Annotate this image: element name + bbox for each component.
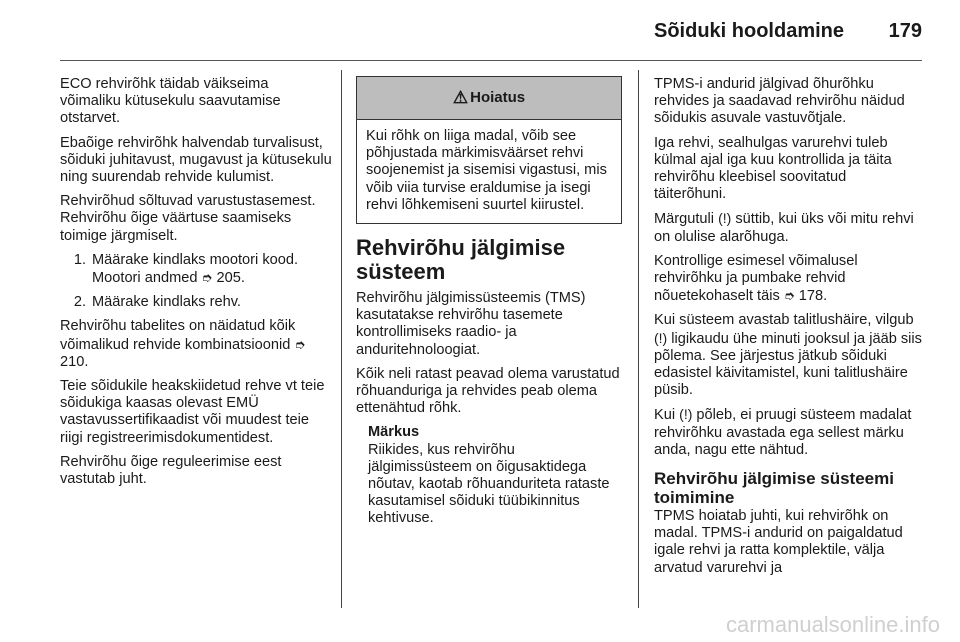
paragraph: Kontrollige esimesel võimalusel rehvirõhku ja pumbake rehvid nõuetekohaselt täis ➮ 178. [654, 252, 858, 305]
header-rule [60, 60, 922, 61]
paragraph: Iga rehvi, sealhulgas varurehvi tuleb külmal ajal iga kuu kontrollida ja täita rehvirõhu kleebisel soovitatud täiterõhuni. [654, 134, 892, 203]
paragraph: Teie sõidukile heakskiidetud rehve vt teie sõidukiga kaasas olevast EMÜ vastavussertifikaadist või muudest teie riigi registreerimisdokumentidest. [60, 378, 325, 446]
reference-arrow-icon: ➮ [294, 336, 306, 352]
tpms-warning-light-icon: (!) [654, 329, 668, 346]
list-item [60, 252, 332, 287]
reference-arrow-icon: ➮ [783, 288, 795, 304]
paragraph: Ebaõige rehvirõhk halvendab turvalisust, sõiduki juhitavust, mugavust ja kütusekulu ning suurendab rehvide kulumist. [60, 134, 332, 186]
watermark: carmanualsonline.info [725, 612, 940, 637]
warning-text: Kui rõhk on liiga madal, võib see põhjustada märkimisväärset rehvi soojenemist ja sisemisi vigastusi, mis võib viia turvise eraldumise ja isegi rehvi lõhkemiseni suurtel kiirustel. [366, 128, 607, 213]
page-reference-link[interactable]: 210. [60, 353, 89, 370]
list-item [60, 294, 332, 311]
column-divider-2 [638, 70, 639, 608]
warning-box [356, 76, 622, 224]
paragraph: Märgutuli (!) süttib, kui üks või mitu rehvi on olulise alarõhuga. [654, 210, 914, 245]
column-divider-1 [341, 70, 342, 608]
paragraph: Rehvirõhud sõltuvad varustustasemest. Rehvirõhu õige väärtuse saamiseks toimige järgmiselt. [60, 193, 316, 244]
page-header [60, 0, 922, 58]
warning-title: Hoiatus [470, 89, 526, 107]
column-1 [60, 76, 332, 495]
paragraph: Rehvirõhu jälgimissüsteemis (TMS) kasutatakse rehvirõhu tasemete kontrollimiseks raadio- ja anduritehnoloogiat. [356, 290, 586, 358]
list-number: 2. [73, 294, 86, 311]
paragraph: Kui süsteem avastab talitlushäire, vilgub (!) ligikaudu ühe minuti jooksul ja jääb siis põlema. See järjestus jätkub sõiduki edasistel käivitamistel, kuni talitlushäire püsib. [654, 312, 922, 399]
note-text: Riikides, kus rehvirõhu jälgimissüsteem on õigusaktidega nõutav, kaotab rõhuanduriteta rataste kasutamisel sõiduki tüübikinnitus kehtivuse. [368, 441, 610, 527]
warning-triangle-icon: ⚠ [452, 88, 469, 108]
subsection-heading: Rehvirõhu jälgimise süsteemi toimimine [654, 469, 894, 508]
tpms-warning-light-icon: (!) [718, 210, 732, 227]
paragraph: Kui (!) põleb, ei pruugi süsteem madalat rehvirõhku avastada ega sellest märku anda, nagu ette nähtud. [654, 406, 912, 458]
warning-header [357, 77, 621, 120]
page-title: Sõiduki hooldamine [653, 20, 844, 42]
page-reference-link[interactable]: 178. [798, 288, 828, 305]
tpms-warning-light-icon: (!) [679, 406, 693, 423]
note-block [368, 424, 622, 527]
page-number: 179 [888, 20, 922, 42]
paragraph: Rehvirõhu õige reguleerimise eest vastutab juht. [60, 453, 282, 488]
list-number: 1. [73, 251, 86, 268]
paragraph: ECO rehvirõhk täidab väikseima võimaliku kütusekulu saavutamise otstarvet. [60, 76, 281, 127]
note-title: Märkus [368, 424, 420, 441]
section-heading: Rehvirõhu jälgimise süsteem [356, 235, 566, 285]
paragraph: Rehvirõhu tabelites on näidatud kõik võimalikud rehvide kombinatsioonid ➮ 210. [60, 318, 306, 370]
column-3 [654, 76, 922, 584]
list-text: Määrake kindlaks rehv. [92, 294, 241, 311]
list-text: Määrake kindlaks mootori kood. Mootori andmed [92, 251, 299, 287]
paragraph: Kõik neli ratast peavad olema varustatud rõhuanduriga ja rehvides peab olema ettenähtud rõhk. [356, 365, 620, 417]
paragraph: TPMS-i andurid jälgivad õhurõhku rehvides ja saadavad rehvirõhu näidud sõidukis asuvale vastuvõtjale. [654, 76, 905, 127]
paragraph: TPMS hoiatab juhti, kui rehvirõhk on madal. TPMS-i andurid on paigaldatud igale rehvi ja ratta komplektile, välja arvatud varurehvi ja [654, 508, 903, 576]
reference-arrow-icon: ➮ [201, 270, 213, 286]
column-2 [356, 76, 622, 528]
page-reference-link[interactable]: 205. [216, 270, 245, 287]
